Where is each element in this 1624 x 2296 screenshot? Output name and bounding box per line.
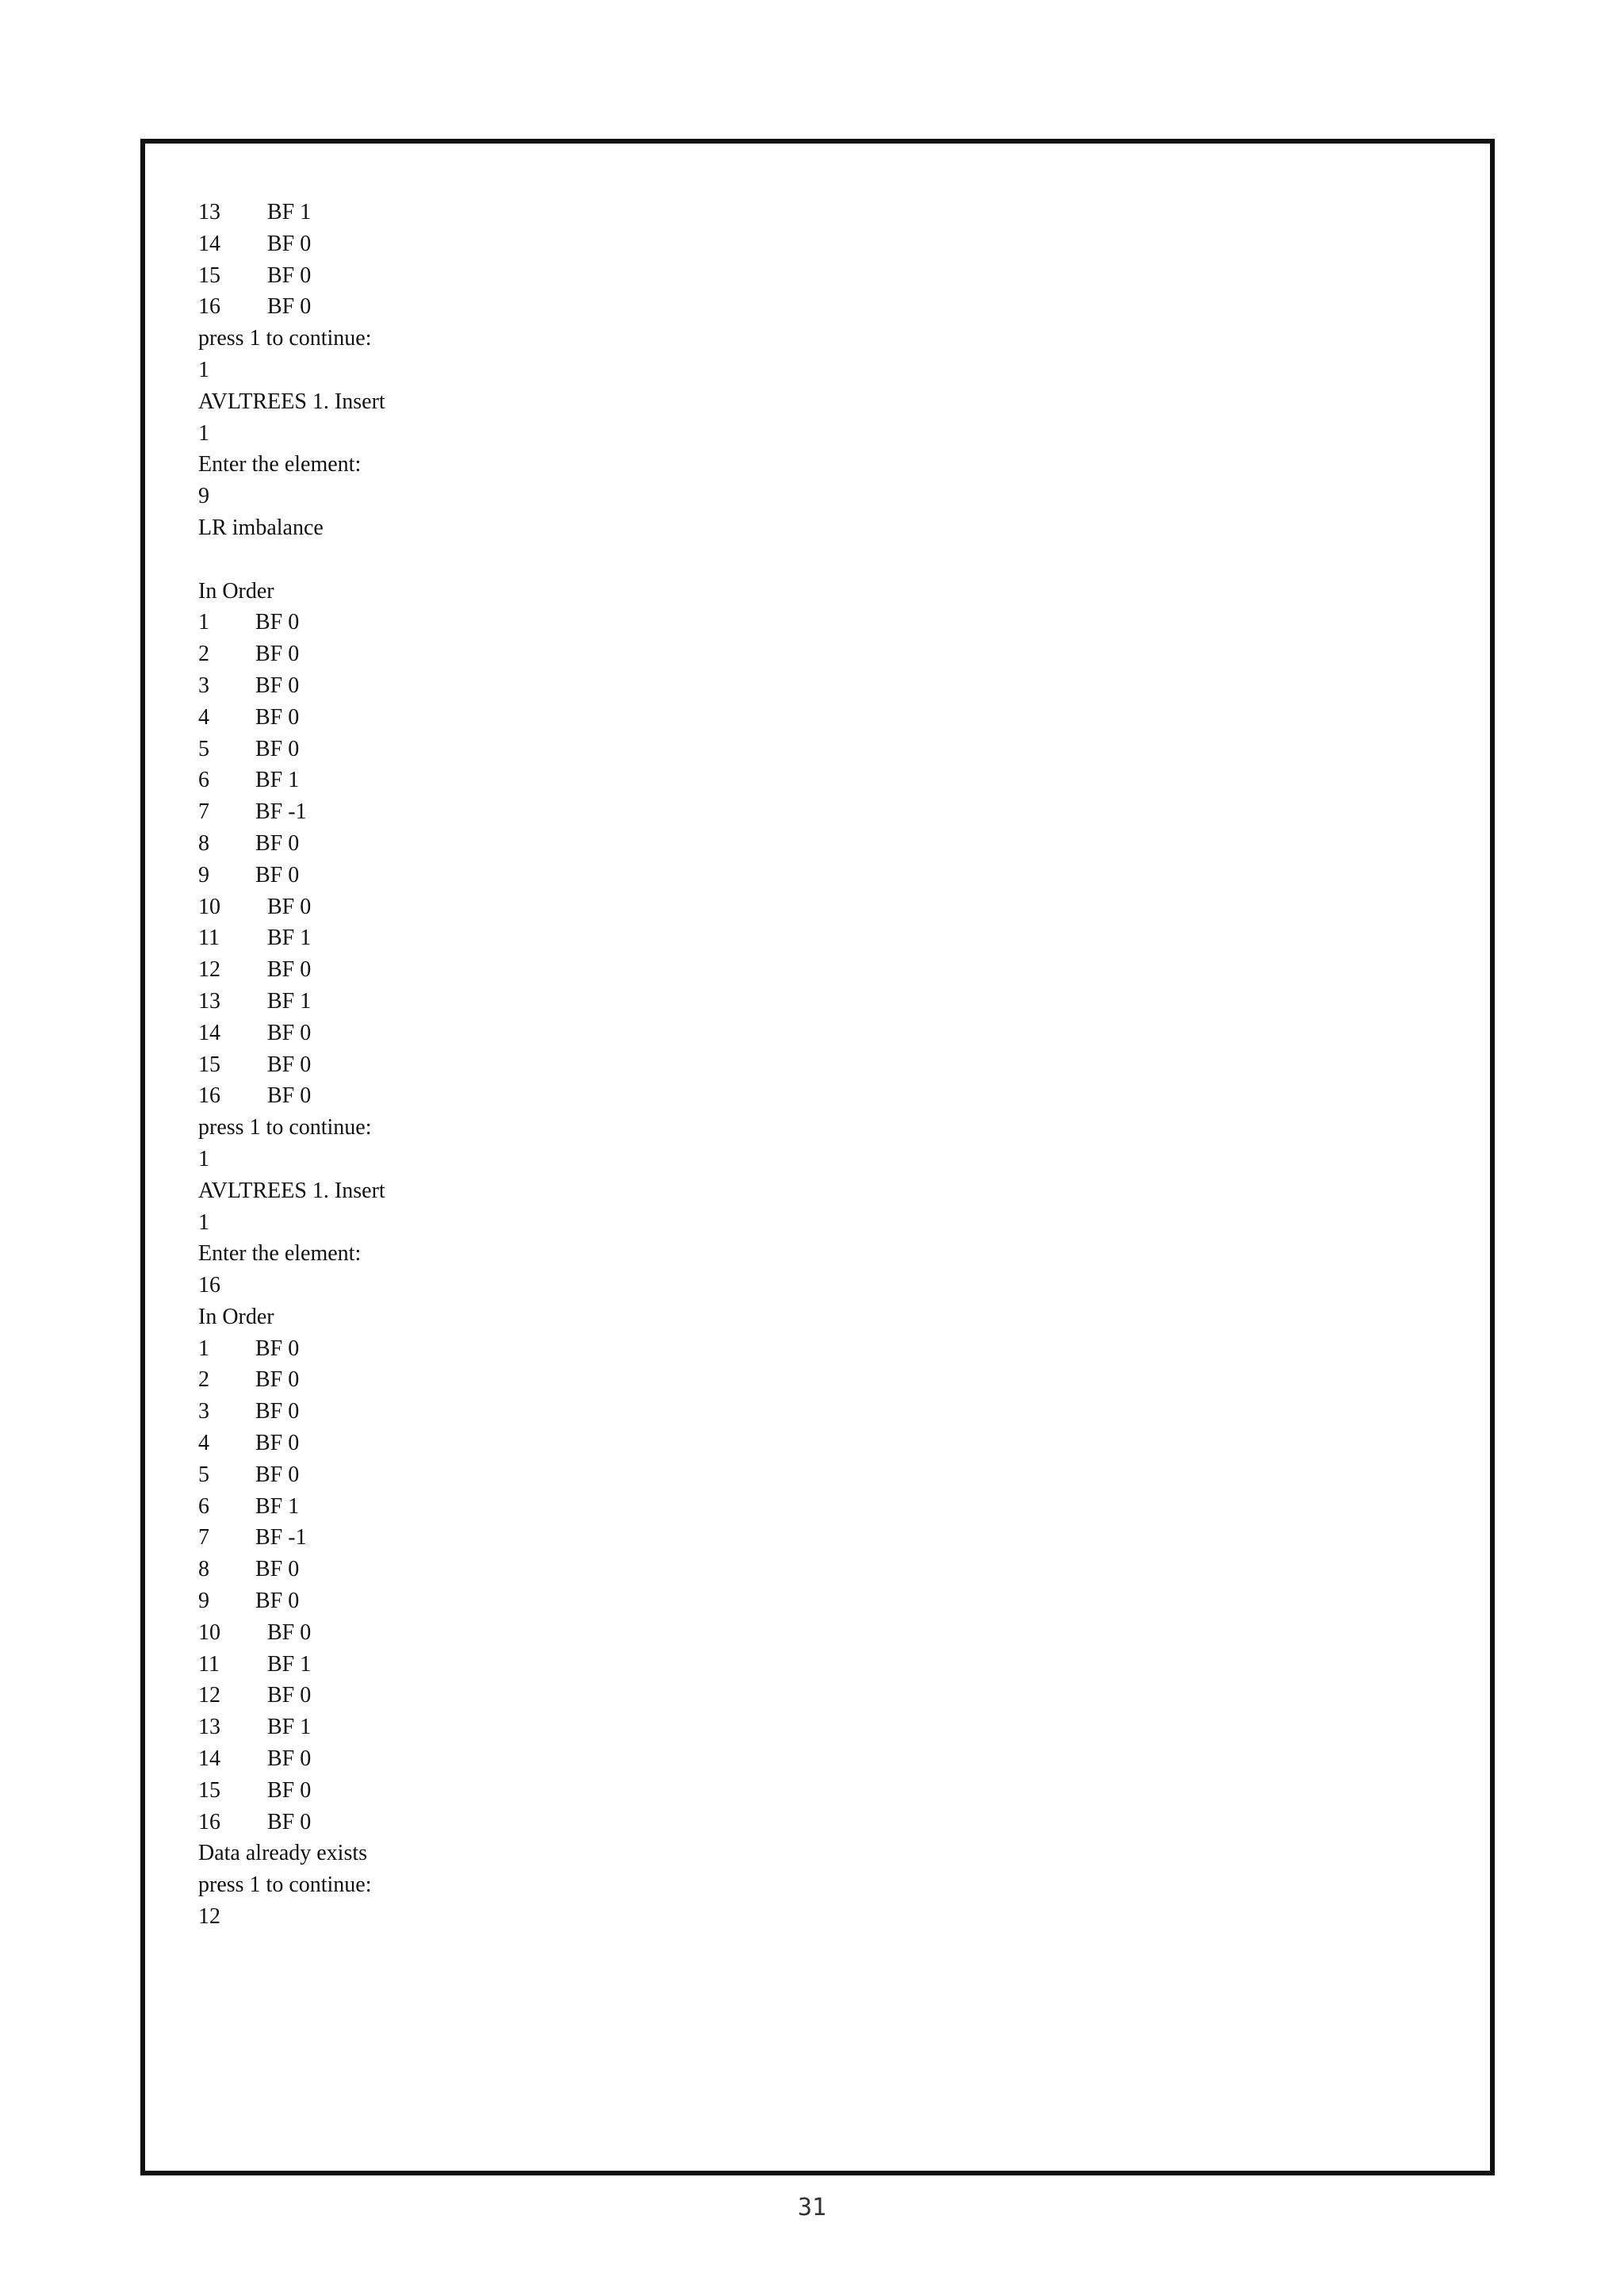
inorder-row xyxy=(198,860,1388,891)
balance-factor: BF 1 xyxy=(267,988,312,1014)
inorder-row xyxy=(198,1807,1388,1838)
inorder-row xyxy=(198,1743,1388,1775)
node-value: 8 xyxy=(198,830,209,856)
node-value: 14 xyxy=(198,231,220,256)
balance-factor: BF 0 xyxy=(255,1431,300,1456)
inorder-row xyxy=(198,1049,1388,1081)
balance-factor: BF 0 xyxy=(267,1683,312,1708)
program-output xyxy=(198,197,1388,1933)
node-value: 7 xyxy=(198,1525,209,1550)
inorder-row xyxy=(198,734,1388,765)
output-line: press 1 to continue: xyxy=(198,326,372,351)
balance-factor: BF 0 xyxy=(255,610,300,635)
inorder-row xyxy=(198,1018,1388,1049)
node-value: 5 xyxy=(198,736,209,761)
balance-factor: BF 0 xyxy=(267,957,312,983)
node-value: 8 xyxy=(198,1557,209,1582)
balance-factor: BF 0 xyxy=(255,736,300,761)
node-value: 4 xyxy=(198,704,209,730)
node-value: 2 xyxy=(198,642,209,667)
balance-factor: BF 0 xyxy=(255,1336,300,1361)
node-value: 1 xyxy=(198,1336,209,1361)
node-value: 13 xyxy=(198,1715,220,1740)
inorder-row xyxy=(198,670,1388,702)
node-value: 12 xyxy=(198,1683,220,1708)
node-value: 11 xyxy=(198,926,220,951)
output-line: Enter the element: xyxy=(198,452,362,477)
output-line xyxy=(198,544,1388,576)
output-line: LR imbalance xyxy=(198,515,324,540)
output-line: 9 xyxy=(198,484,209,509)
inorder-row xyxy=(198,1554,1388,1585)
balance-factor: BF 0 xyxy=(255,1589,300,1614)
inorder-row xyxy=(198,1428,1388,1459)
inorder-row xyxy=(198,702,1388,734)
balance-factor: BF 1 xyxy=(255,1493,300,1519)
page-number: 31 xyxy=(797,2194,827,2221)
inorder-row xyxy=(198,1617,1388,1649)
node-value: 4 xyxy=(198,1431,209,1456)
node-value: 6 xyxy=(198,768,209,793)
inorder-row xyxy=(198,1364,1388,1396)
node-value: 15 xyxy=(198,263,220,288)
inorder-row xyxy=(198,1080,1388,1112)
inorder-row xyxy=(198,1585,1388,1617)
balance-factor: BF 0 xyxy=(267,1777,312,1803)
balance-factor: BF 0 xyxy=(255,704,300,730)
balance-factor: BF 1 xyxy=(255,768,300,793)
balance-factor: BF 0 xyxy=(255,642,300,667)
node-value: 16 xyxy=(198,294,220,320)
node-value: 9 xyxy=(198,862,209,887)
node-value: 16 xyxy=(198,1809,220,1834)
node-value: 5 xyxy=(198,1462,209,1487)
node-value: 3 xyxy=(198,1399,209,1424)
inorder-row xyxy=(198,922,1388,954)
balance-factor: BF 0 xyxy=(267,231,312,256)
balance-factor: BF 0 xyxy=(255,830,300,856)
balance-factor: BF 0 xyxy=(267,1809,312,1834)
inorder-row xyxy=(198,1396,1388,1428)
node-value: 2 xyxy=(198,1367,209,1393)
inorder-row xyxy=(198,1649,1388,1681)
inorder-row xyxy=(198,228,1388,260)
node-value: 14 xyxy=(198,1020,220,1045)
output-line: 1 xyxy=(198,357,209,382)
balance-factor: BF 0 xyxy=(267,894,312,919)
balance-factor: BF 1 xyxy=(267,200,312,224)
output-line: In Order xyxy=(198,1304,274,1329)
balance-factor: BF 0 xyxy=(255,862,300,887)
inorder-row xyxy=(198,828,1388,860)
inorder-row xyxy=(198,891,1388,923)
inorder-row xyxy=(198,260,1388,292)
inorder-row xyxy=(198,1333,1388,1365)
inorder-row xyxy=(198,1491,1388,1523)
balance-factor: BF 0 xyxy=(255,1462,300,1487)
output-line: press 1 to continue: xyxy=(198,1872,372,1898)
node-value: 15 xyxy=(198,1052,220,1077)
inorder-row xyxy=(198,1775,1388,1807)
inorder-row xyxy=(198,1711,1388,1743)
output-line: 1 xyxy=(198,420,209,446)
inorder-row xyxy=(198,291,1388,323)
balance-factor: BF 0 xyxy=(267,1619,312,1645)
balance-factor: BF 1 xyxy=(267,926,312,951)
balance-factor: BF 0 xyxy=(267,263,312,288)
node-value: 13 xyxy=(198,988,220,1014)
output-line: AVLTREES 1. Insert xyxy=(198,1178,385,1203)
node-value: 13 xyxy=(198,200,220,224)
node-value: 10 xyxy=(198,894,220,919)
output-line: 12 xyxy=(198,1904,220,1930)
node-value: 12 xyxy=(198,957,220,983)
inorder-row xyxy=(198,986,1388,1018)
node-value: 9 xyxy=(198,1589,209,1614)
balance-factor: BF 0 xyxy=(267,294,312,320)
node-value: 16 xyxy=(198,1083,220,1109)
inorder-row xyxy=(198,1680,1388,1711)
inorder-row xyxy=(198,1522,1388,1554)
balance-factor: BF 0 xyxy=(255,1557,300,1582)
node-value: 7 xyxy=(198,799,209,825)
node-value: 1 xyxy=(198,610,209,635)
inorder-row xyxy=(198,607,1388,638)
balance-factor: BF 0 xyxy=(255,1367,300,1393)
inorder-row xyxy=(198,1459,1388,1491)
node-value: 14 xyxy=(198,1746,220,1772)
output-line: 1 xyxy=(198,1146,209,1171)
balance-factor: BF 0 xyxy=(267,1052,312,1077)
output-line: Enter the element: xyxy=(198,1241,362,1267)
inorder-row xyxy=(198,638,1388,670)
output-line: In Order xyxy=(198,578,274,604)
node-value: 10 xyxy=(198,1619,220,1645)
balance-factor: BF 0 xyxy=(255,673,300,698)
output-line: press 1 to continue: xyxy=(198,1115,372,1140)
balance-factor: BF 1 xyxy=(267,1715,312,1740)
inorder-row xyxy=(198,954,1388,986)
inorder-row xyxy=(198,765,1388,796)
balance-factor: BF 0 xyxy=(267,1020,312,1045)
balance-factor: BF 1 xyxy=(267,1651,312,1677)
balance-factor: BF -1 xyxy=(255,799,307,825)
balance-factor: BF -1 xyxy=(255,1525,307,1550)
balance-factor: BF 0 xyxy=(267,1083,312,1109)
output-line: Data already exists xyxy=(198,1841,368,1866)
output-line: 1 xyxy=(198,1209,209,1235)
output-line: AVLTREES 1. Insert xyxy=(198,389,385,414)
node-value: 11 xyxy=(198,1651,220,1677)
inorder-row xyxy=(198,197,1388,228)
balance-factor: BF 0 xyxy=(267,1746,312,1772)
node-value: 3 xyxy=(198,673,209,698)
node-value: 15 xyxy=(198,1777,220,1803)
node-value: 6 xyxy=(198,1493,209,1519)
balance-factor: BF 0 xyxy=(255,1399,300,1424)
inorder-row xyxy=(198,796,1388,828)
output-line: 16 xyxy=(198,1273,220,1298)
